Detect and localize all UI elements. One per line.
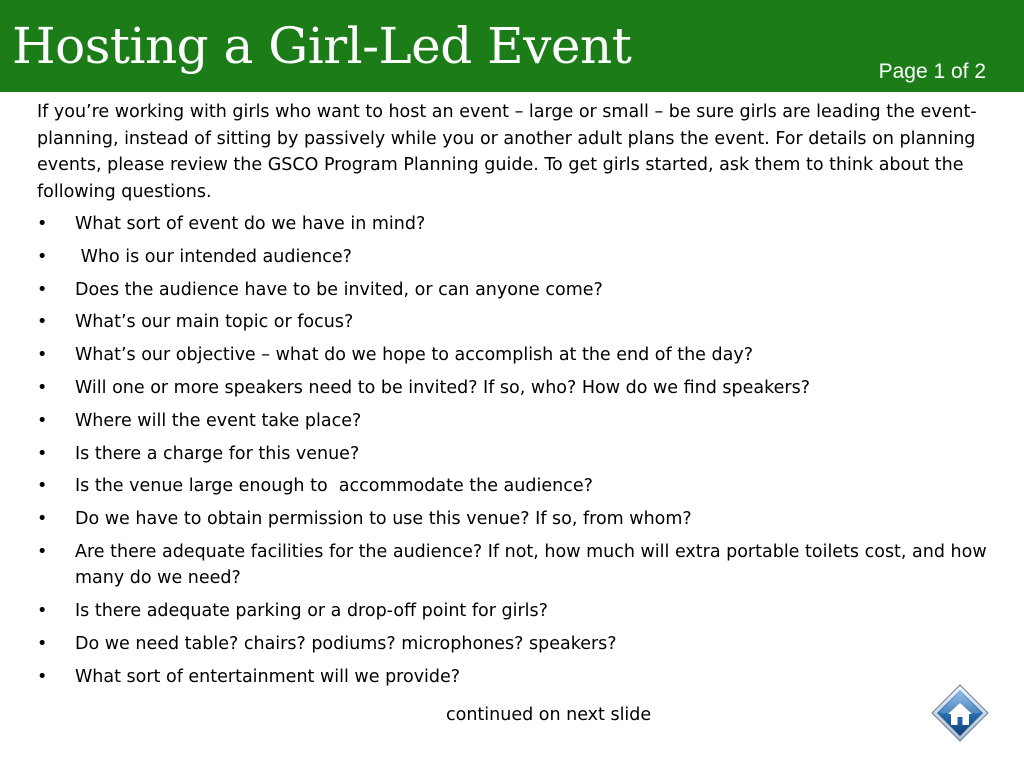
- question-text: Do we need table? chairs? podiums? microphones? speakers?: [75, 634, 617, 655]
- question-item: [37, 309, 999, 336]
- bullet: •: [37, 666, 48, 687]
- question-item: [37, 506, 999, 533]
- question-text: Will one or more speakers need to be invited? If so, who? How do we find speakers?: [75, 377, 810, 398]
- home-button[interactable]: [931, 684, 989, 742]
- question-item: [37, 244, 999, 271]
- bullet: •: [37, 345, 48, 366]
- question-text: What’s our main topic or focus?: [75, 312, 354, 333]
- question-item: [37, 408, 999, 435]
- question-text: What’s our objective – what do we hope to accomplish at the end of the day?: [75, 345, 753, 366]
- bullet: •: [37, 476, 48, 497]
- question-text: What sort of entertainment will we provide?: [75, 666, 461, 687]
- question-item: [37, 473, 999, 500]
- question-text: Is the venue large enough to accommodate the audience?: [75, 476, 593, 497]
- bullet: •: [37, 377, 48, 398]
- question-text: Is there adequate parking or a drop-off point for girls?: [75, 601, 548, 622]
- question-text: Are there adequate facilities for the audience? If not, how much will extra portable toilets cost, and how many do we need?: [75, 541, 987, 589]
- question-item: [37, 441, 999, 468]
- header-band: [0, 0, 1024, 92]
- bullet: •: [37, 312, 48, 333]
- bullet: •: [37, 279, 48, 300]
- slide-title: Hosting a Girl-Led Event: [12, 17, 632, 75]
- question-text: Do we have to obtain permission to use this venue? If so, from whom?: [75, 509, 692, 530]
- question-item: [37, 539, 999, 592]
- bullet: •: [37, 634, 48, 655]
- bullet: •: [37, 214, 48, 234]
- question-item: [37, 598, 999, 625]
- question-item: [37, 664, 999, 691]
- question-item: [37, 277, 999, 304]
- bullet: •: [37, 601, 48, 622]
- question-text: Who is our intended audience?: [75, 246, 352, 267]
- slide-content: [37, 99, 999, 697]
- question-text: What sort of event do we have in mind?: [75, 214, 426, 234]
- question-item: [37, 211, 999, 238]
- question-item: [37, 631, 999, 658]
- bullet: •: [37, 541, 48, 562]
- bullet: •: [37, 443, 48, 464]
- question-text: Does the audience have to be invited, or can anyone come?: [75, 279, 603, 300]
- continued-note: continued on next slide: [446, 705, 652, 725]
- home-icon: [931, 684, 989, 742]
- question-item: [37, 342, 999, 369]
- question-text: Where will the event take place?: [75, 410, 362, 431]
- bullet: •: [37, 410, 48, 431]
- question-list: [37, 211, 999, 690]
- question-text: Is there a charge for this venue?: [75, 443, 360, 464]
- bullet: •: [37, 246, 48, 267]
- bullet: •: [37, 509, 48, 530]
- page-indicator: Page 1 of 2: [878, 60, 986, 83]
- question-item: [37, 375, 999, 402]
- intro-paragraph: If you’re working with girls who want to host an event – large or small – be sure girls are leading the event-planning, instead of sitting by passively while you or another adult plans the event. For details on planning events, please review the GSCO Program Planning guide. To get girls started, ask them to think about the following questions.: [37, 102, 977, 202]
